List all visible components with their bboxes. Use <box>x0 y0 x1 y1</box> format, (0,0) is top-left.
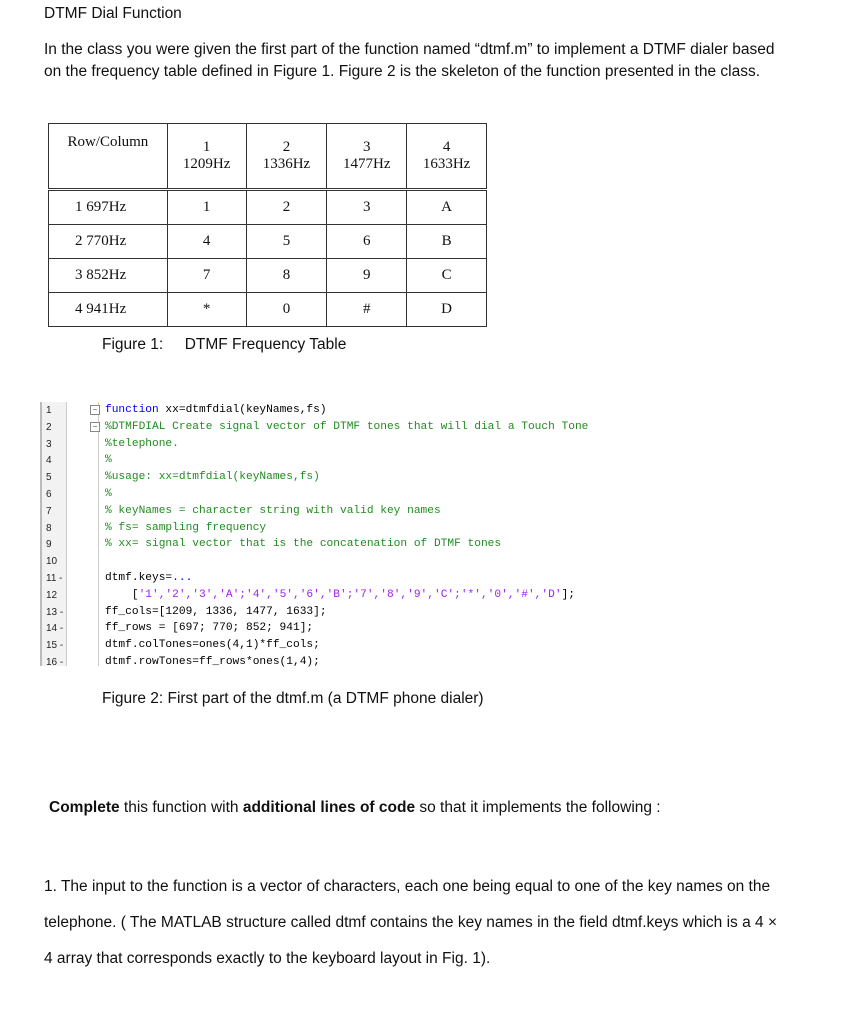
task-text: this function with <box>119 799 243 816</box>
line-number: 12 <box>46 589 58 601</box>
line-number: 9 <box>46 539 52 551</box>
code-line <box>105 402 327 419</box>
header-frequency: 1336Hz <box>262 156 311 172</box>
line-number: 6 <box>46 489 52 500</box>
table-row <box>49 225 487 259</box>
fold-toggle-icon[interactable]: − <box>90 405 100 415</box>
line-number: 13 - <box>46 606 64 618</box>
code-line <box>105 503 441 520</box>
code-token: % <box>105 488 112 500</box>
code-token: %telephone. <box>105 437 179 450</box>
line-number: 14 - <box>46 623 64 635</box>
line-number: 8 <box>46 522 52 534</box>
table-cell: A <box>407 190 487 225</box>
code-token: % keyNames = character string with valid key names <box>105 504 441 517</box>
code-token: xx=dtmfdial(keyNames,fs) <box>158 404 327 416</box>
table-cell: 2 770Hz <box>49 225 168 259</box>
code-token: dtmf.keys= <box>105 572 173 584</box>
code-token: ... <box>172 572 193 584</box>
code-line <box>105 637 320 654</box>
code-token: ff_rows = [697; 770; 852; 941]; <box>105 622 314 635</box>
table-cell: C <box>407 259 487 293</box>
code-token: % xx= signal vector that is the concatenation of DTMF tones <box>105 538 502 551</box>
line-number: 4 <box>46 455 52 467</box>
code-line <box>105 620 313 637</box>
document-title: DTMF Dial Function <box>44 5 182 22</box>
header-cell <box>246 124 327 190</box>
table-cell: D <box>407 293 487 327</box>
code-line <box>105 436 179 453</box>
figure2-caption: Figure 2: First part of the dtmf.m (a DTMF phone dialer) <box>102 690 484 707</box>
line-number: 16 - <box>46 657 64 668</box>
table-cell: 8 <box>246 259 327 293</box>
code-line <box>105 452 112 469</box>
fold-toggle-icon[interactable]: − <box>90 422 100 432</box>
line-number-gutter <box>40 402 67 666</box>
line-number: 11 - <box>46 573 63 584</box>
figure1-caption: Figure 1: DTMF Frequency Table <box>102 336 347 353</box>
task-instruction <box>49 797 661 819</box>
header-label: 2 <box>282 139 291 155</box>
header-label: Row/Column <box>67 134 149 150</box>
code-line <box>105 469 320 486</box>
code-line <box>105 570 192 587</box>
code-token: %DTMFDIAL Create signal vector of DTMF tones that will dial a Touch Tone <box>105 420 589 433</box>
code-line <box>105 419 588 436</box>
table-cell: 2 <box>246 190 327 225</box>
header-cell <box>49 124 168 190</box>
task-bold: Complete <box>49 799 120 816</box>
table-cell: 5 <box>246 225 327 259</box>
header-label: 1 <box>202 139 211 155</box>
code-line <box>105 486 112 503</box>
code-line <box>105 654 320 671</box>
code-line <box>105 536 501 553</box>
code-token: dtmf.colTones=ones(4,1)*ff_cols; <box>105 639 320 652</box>
line-number: 10 <box>46 556 58 568</box>
code-token: '1','2','3','A';'4','5','6','B';'7','8','9','C';'*','0','#','D' <box>138 588 562 601</box>
table-cell: 1 697Hz <box>49 190 168 225</box>
table-cell: 7 <box>167 259 246 293</box>
task-bold: additional lines of code <box>242 799 416 816</box>
table-row <box>49 190 487 225</box>
line-number: 3 <box>46 438 52 450</box>
table-cell: 4 941Hz <box>49 293 168 327</box>
table-cell: B <box>407 225 487 259</box>
intro-paragraph: In the class you were given the first part of the function named “dtmf.m” to implement a DTMF dialer based on the frequency table defined in Figure 1. Figure 2 is the skeleton of the function presented in the class. <box>44 41 775 80</box>
header-cell <box>167 124 246 190</box>
table-cell: 0 <box>246 293 327 327</box>
task-text: so that it implements the following : <box>415 799 661 816</box>
header-frequency: 1633Hz <box>422 156 471 172</box>
code-token: dtmf.rowTones=ff_rows*ones(1,4); <box>105 656 320 668</box>
dtmf-frequency-table <box>48 123 487 327</box>
line-number: 15 - <box>46 640 64 652</box>
table-row <box>49 293 487 327</box>
item-1: 1. The input to the function is a vector of characters, each one being equal to one of the key names on the telephone. ( The MATLAB structure called dtmf contains the key names in the field dtmf.keys which is a 4 × 4 array that corresponds exactly to the keyboard layout in Fig. 1). <box>44 878 778 967</box>
table-row <box>49 259 487 293</box>
header-frequency: 1477Hz <box>343 156 391 172</box>
line-number: 2 <box>46 421 52 433</box>
header-label: 4 <box>442 139 451 155</box>
code-line <box>105 587 575 604</box>
code-token: function <box>105 404 159 416</box>
line-number: 1 <box>46 405 52 416</box>
code-line <box>105 604 327 621</box>
header-label: 3 <box>363 139 371 155</box>
fold-line <box>98 402 99 666</box>
code-token: % fs= sampling frequency <box>105 521 267 534</box>
table-cell: 3 <box>327 190 407 225</box>
code-token: % <box>105 454 112 467</box>
header-frequency: 1209Hz <box>182 156 231 172</box>
code-token: ]; <box>561 588 575 601</box>
code-token: ff_cols=[1209, 1336, 1477, 1633]; <box>105 605 327 618</box>
table-cell: 3 852Hz <box>49 259 168 293</box>
table-cell: 4 <box>167 225 246 259</box>
code-line <box>105 520 266 537</box>
table-cell: 1 <box>167 190 246 225</box>
table-cell: 6 <box>327 225 407 259</box>
header-cell <box>327 124 407 190</box>
code-token: [ <box>105 588 139 601</box>
table-cell: * <box>167 293 246 327</box>
code-token: %usage: xx=dtmfdial(keyNames,fs) <box>105 471 320 484</box>
line-number: 7 <box>46 505 52 517</box>
table-cell: # <box>327 293 407 327</box>
table-cell: 9 <box>327 259 407 293</box>
header-cell <box>407 124 487 190</box>
line-number: 5 <box>46 472 52 484</box>
